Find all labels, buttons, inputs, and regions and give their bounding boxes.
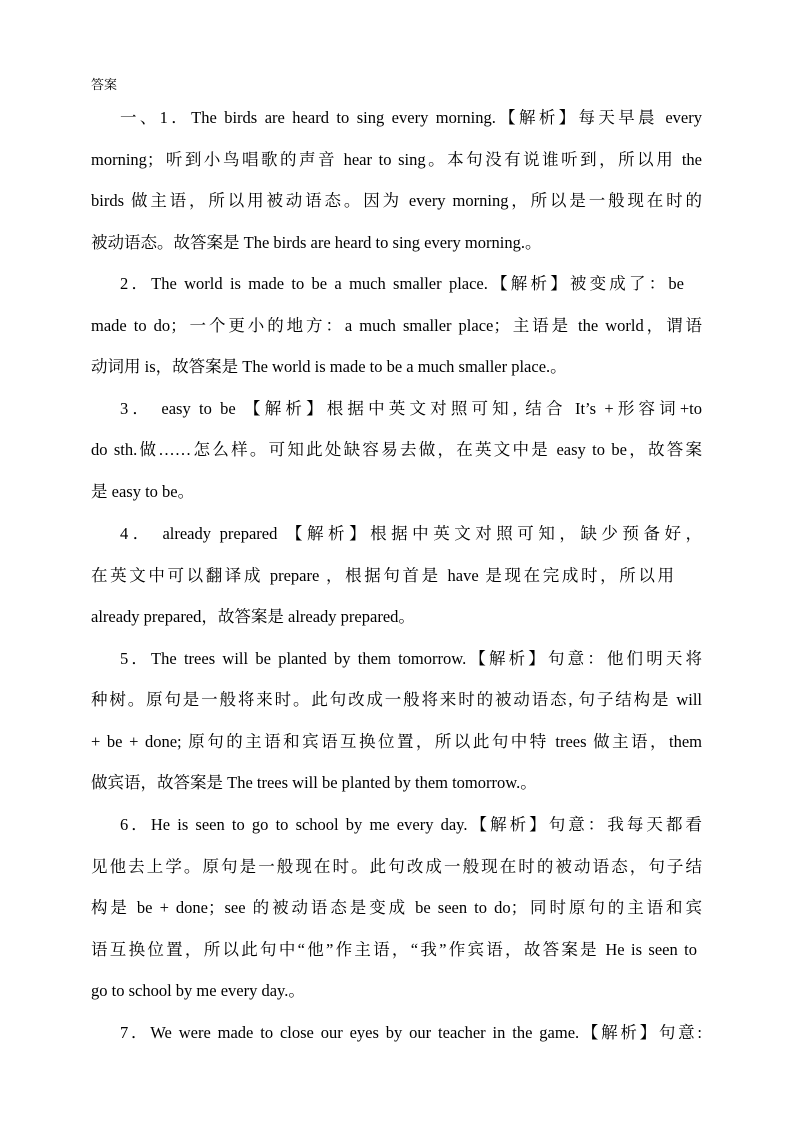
answer-line: 6．He is seen to go to school by me every day.【解析】句意：我每天都看 <box>120 815 702 834</box>
answer-line: 2．The world is made to be a much smaller place.【解析】被变成了：be <box>120 274 684 293</box>
answer-line: 语互换位置，所以此句中“他”作主语，“我”作宾语，故答案是 He is seen to <box>91 940 697 959</box>
answer-line: 4． already prepared 【解析】根据中英文对照可知，缺少预备好， <box>120 524 702 543</box>
answer-line: 构是 be + done；see 的被动语态是变成 be seen to do；同时原句的主语和宾 <box>91 898 702 917</box>
answer-line: 是 easy to be。 <box>91 482 195 501</box>
answer-line: 7．We were made to close our eyes by our teacher in the game.【解析】句意: <box>120 1023 702 1042</box>
answer-line: 见他去上学。原句是一般现在时。此句改成一般现在时的被动语态，句子结 <box>91 857 702 876</box>
answer-line: + be + done; 原句的主语和宾语互换位置，所以此句中特 trees 做主语，them <box>91 732 702 751</box>
answer-line: do sth.做……怎么样。可知此处缺容易去做，在英文中是 easy to be，故答案 <box>91 440 702 459</box>
answer-line: morning；听到小鸟唱歌的声音 hear to sing。本句没有说谁听到，所以用 the <box>91 150 702 169</box>
answer-line: 3． easy to be 【解析】根据中英文对照可知, 结合 It’s +形容词+to <box>120 399 702 418</box>
answer-line: 在英文中可以翻译成 prepare ，根据句首是 have 是现在完成时，所以用 <box>91 566 674 585</box>
answer-line: already prepared，故答案是 already prepared。 <box>91 607 415 626</box>
answer-line: 被动语态。故答案是 The birds are heard to sing every morning.。 <box>91 233 542 252</box>
answer-line: birds 做主语，所以用被动语态。因为 every morning，所以是一般现在时的 <box>91 191 702 210</box>
answer-heading: 答案 <box>91 77 118 92</box>
answer-line: made to do；一个更小的地方：a much smaller place；主语是 the world，谓语 <box>91 316 702 335</box>
answer-line: 种树。原句是一般将来时。此句改成一般将来时的被动语态, 句子结构是 will <box>91 690 702 709</box>
answer-line: go to school by me every day.。 <box>91 981 305 1000</box>
answer-line: 动词用 is，故答案是 The world is made to be a much smaller place.。 <box>91 357 567 376</box>
answer-line: 5．The trees will be planted by them tomorrow.【解析】句意：他们明天将 <box>120 649 702 668</box>
answer-line: 做宾语，故答案是 The trees will be planted by them tomorrow.。 <box>91 773 537 792</box>
answer-line: 一、1．The birds are heard to sing every morning.【解析】每天早晨 every <box>120 108 702 127</box>
